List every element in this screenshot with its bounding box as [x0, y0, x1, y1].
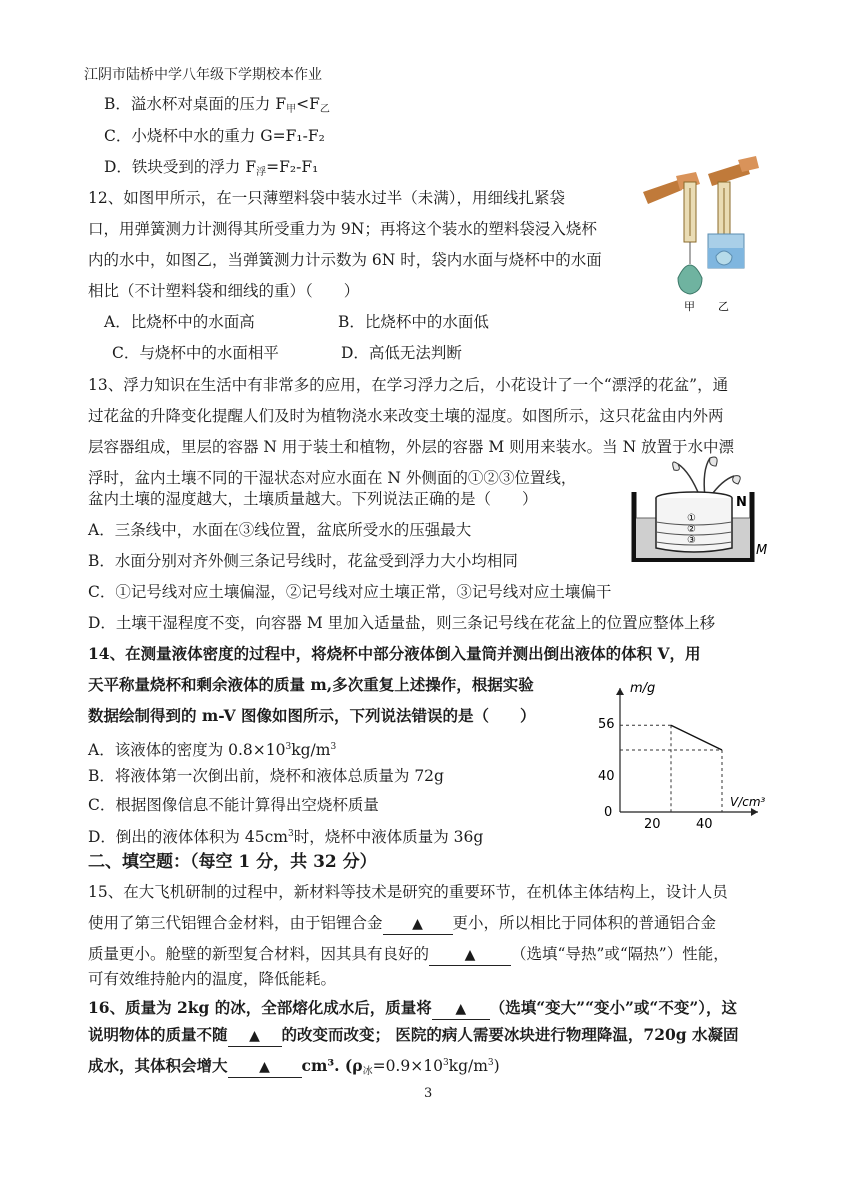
- page-header: 江阴市陆桥中学八年级下学期校本作业: [84, 67, 322, 83]
- spring-scale-figure: [638, 152, 768, 322]
- q16-line-1: 16、质量为 2kg 的冰，全部熔化成水后，质量将 ▲ （选填“变大”“变小”或“不变”），这: [88, 998, 737, 1020]
- y-tick-label-56: 56: [598, 717, 615, 732]
- q13-line-5: 盆内土壤的湿度越大，土壤质量越大。下列说法正确的是（ ）: [88, 490, 538, 508]
- q13-option-b: B．水面分别对齐外侧三条记号线时，花盆受到浮力大小均相同: [88, 552, 518, 570]
- q15-blank-1[interactable]: ▲: [383, 914, 453, 935]
- q16-blank-3[interactable]: ▲: [228, 1057, 302, 1078]
- q11-option-d: D．铁块受到的浮力 $F_浮=F_2-F_1$: [104, 158, 319, 178]
- x-tick-label-40: 40: [696, 817, 713, 832]
- section-2-title: 二、填空题：（每空 1 分，共 32 分）: [88, 852, 377, 872]
- q12-option-d: D．高低无法判断: [341, 344, 462, 362]
- q13-option-a: A．三条线中，水面在③线位置，盆底所受水的压强最大: [88, 521, 472, 539]
- q12-line-1: 12、如图甲所示，在一只薄塑料袋中装水过半（未满），用细线扎紧袋: [88, 189, 565, 207]
- q14-option-c: C．根据图像信息不能计算得出空烧杯质量: [88, 796, 379, 814]
- m-v-chart: [590, 676, 790, 836]
- figure-label-yi: 乙: [718, 300, 729, 313]
- label-m: M: [756, 543, 768, 558]
- figure-label-jia: 甲: [684, 300, 695, 313]
- q12-option-a: A．比烧杯中的水面高: [104, 313, 255, 331]
- q11-option-c: C．小烧杯中水的重力 G=F₁-F₂: [104, 127, 325, 145]
- q14-option-d: D．倒出的液体体积为 $45cm^3$时，烧杯中液体质量为 36g: [88, 828, 484, 846]
- q12-line-3: 内的水中，如图乙，当弹簧测力计示数为 6N 时，袋内水面与烧杯中的水面: [88, 251, 602, 269]
- q12-line-4: 相比（不计塑料袋和细线的重）（ ）: [88, 282, 360, 300]
- mark-1: ①: [687, 513, 696, 524]
- q14-option-a: A．该液体的密度为 $0.8\times 10^3kg/m^3$: [88, 741, 337, 759]
- page-number: 3: [424, 1086, 433, 1101]
- q16-line-2: 说明物体的质量不随 ▲ 的改变而改变； 医院的病人需要冰块进行物理降温，720g 水凝固: [88, 1025, 739, 1047]
- q13-option-c: C．①记号线对应土壤偏湿，②记号线对应土壤正常，③记号线对应土壤偏干: [88, 583, 612, 601]
- mark-3: ③: [687, 535, 696, 546]
- q13-option-d: D．土壤干湿程度不变，向容器 M 里加入适量盐，则三条记号线在花盆上的位置应整体上移: [88, 614, 716, 632]
- q15-blank-2[interactable]: ▲: [429, 945, 511, 966]
- q12-option-c: C．与烧杯中的水面相平: [112, 344, 279, 362]
- q13-line-4: 浮时，盆内土壤不同的干湿状态对应水面在 N 外侧面的①②③位置线，: [88, 469, 577, 487]
- y-axis-arrow: [616, 688, 624, 695]
- mark-2: ②: [687, 524, 696, 535]
- q15-line-4: 可有效维持舱内的温度，降低能耗。: [88, 970, 337, 988]
- y-axis-label: m/g: [630, 681, 656, 696]
- q12-option-b: B．比烧杯中的水面低: [338, 313, 489, 331]
- series-line: [671, 725, 722, 750]
- q16-line-3: 成水，其体积会增大 ▲ cm³. $(\rho_冰=0.9\times 10^3kg/m^3)$: [88, 1056, 500, 1077]
- q15-line-2: 使用了第三代铝锂合金材料，由于铝锂合金 ▲ 更小，所以相比于同体积的普通铝合金: [88, 913, 716, 935]
- y-tick-label-40: 40: [598, 769, 615, 784]
- q15-line-1: 15、在大飞机研制的过程中，新材料等技术是研究的重要环节，在机体主体结构上，设计人员: [88, 883, 728, 901]
- q13-line-3: 层容器组成，里层的容器 N 用于装土和植物，外层的容器 M 则用来装水。当 N 放置于水中漂: [88, 438, 735, 456]
- x-tick-label-20: 20: [644, 817, 661, 832]
- q14-line-1: 14、在测量液体密度的过程中，将烧杯中部分液体倒入量筒并测出倒出液体的体积 V，用: [88, 644, 701, 663]
- q12-line-2: 口，用弹簧测力计测得其所受重力为 9N；再将这个装水的塑料袋浸入烧杯: [88, 220, 597, 238]
- label-n: N: [736, 495, 747, 510]
- q14-line-3: 数据绘制得到的 m-V 图像如图所示，下列说法错误的是（ ）: [88, 706, 536, 725]
- q15-line-3: 质量更小。舱壁的新型复合材料，因其具有良好的 ▲ （选填“导热”或“隔热”）性能，: [88, 944, 729, 966]
- q11-option-b: B．溢水杯对桌面的压力 $F_甲<F_乙$: [104, 95, 330, 115]
- y-tick-label-0: 0: [604, 805, 613, 820]
- x-axis-label: V/cm³: [730, 795, 766, 809]
- q14-option-b: B．将液体第一次倒出前，烧杯和液体总质量为 72g: [88, 767, 444, 785]
- x-axis-arrow: [751, 808, 758, 816]
- q16-blank-1[interactable]: ▲: [432, 999, 490, 1020]
- flowerpot-figure: [630, 452, 780, 562]
- q13-line-1: 13、浮力知识在生活中有非常多的应用，在学习浮力之后，小花设计了一个“漂浮的花盆”，通: [88, 376, 729, 394]
- q16-blank-2[interactable]: ▲: [228, 1026, 282, 1047]
- q14-line-2: 天平称量烧杯和剩余液体的质量 m,多次重复上述操作，根据实验: [88, 675, 534, 694]
- q13-line-2: 过花盆的升降变化提醒人们及时为植物浇水来改变土壤的湿度。如图所示，这只花盆由内外两: [88, 407, 724, 425]
